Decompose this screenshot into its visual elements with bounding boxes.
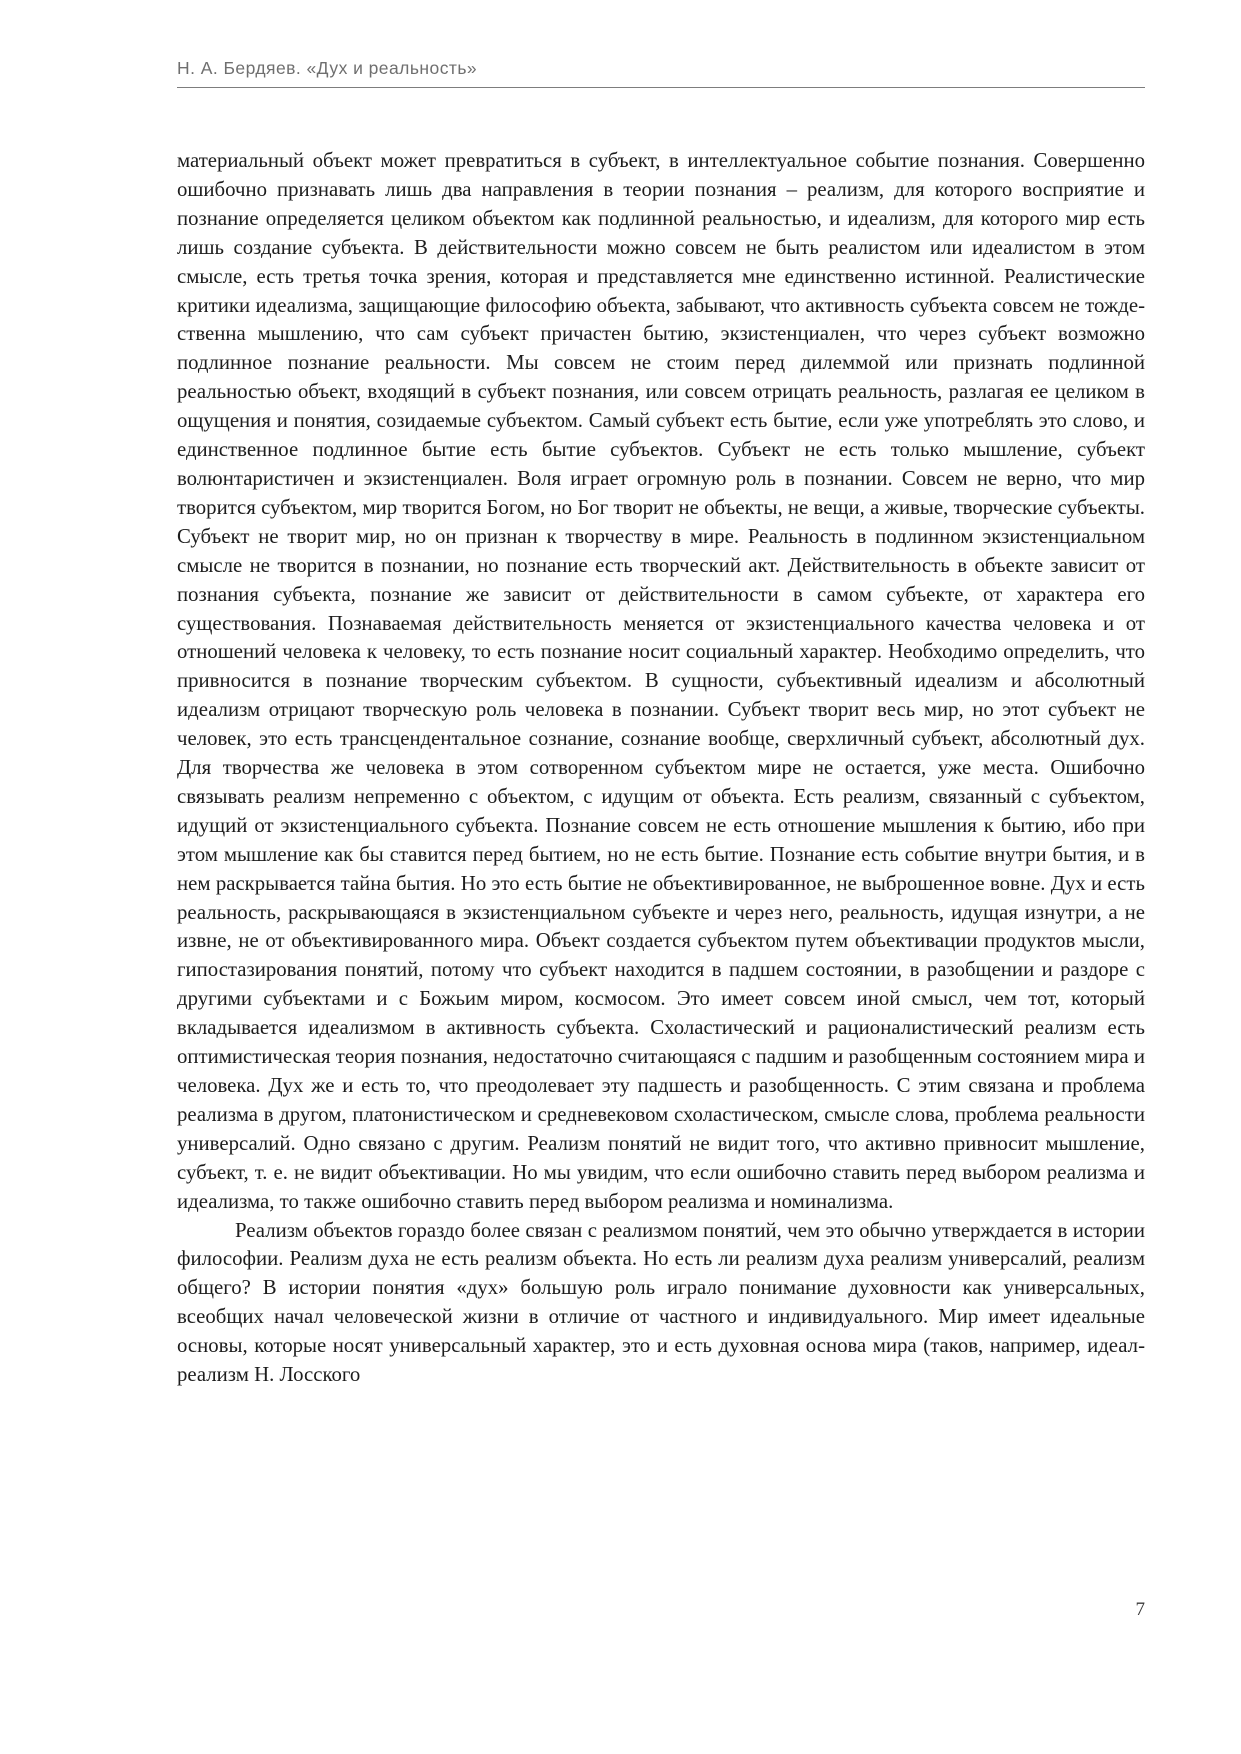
body-text bbox=[177, 147, 1145, 1390]
header-rule bbox=[177, 87, 1145, 88]
page-number: 7 bbox=[1135, 1599, 1145, 1620]
paragraph-2: Реализм объектов гораздо более связан с реализмом понятий, чем это обычно утверждается в истории философии. Реализм духа не есть реализм объекта. Но есть ли реализм духа реализм универсалий, реализм общего? В истории понятия «дух» большую роль играло понимание духовности как универсальных, всеобщих начал человеческой жизни в отличие от частного и индивидуального. Мир имеет идеальные основы, которые носят универсальный характер, это и есть духовная основа мира (таков, например, идеал-реализм Н. Лосского bbox=[177, 1218, 1145, 1387]
running-head-title: Н. А. Бердяев. «Дух и реальность» bbox=[177, 58, 478, 78]
paragraph-1: материальный объект может превратиться в субъект, в интеллектуальное событие познания. Совершенно ошибочно признавать лишь два направления в теории познания – реализм, для которого восприятие и познание определяется целиком объектом как подлинной реальностью, и идеализм, для которого мир есть лишь создание субъекта. В действительности можно совсем не быть реалистом или идеалистом в этом смысле, есть третья точка зрения, которая и представляется мне единственно истинной. Реалистические критики идеализма, защищающие философию объекта, забывают, что активность субъекта совсем не тождественна мышлению, что сам субъект причастен бытию, экзистенциален, что через субъект возможно подлинное познание реальности. Мы совсем не стоим перед дилеммой или признать подлинной реальностью объект, входящий в субъект познания, или совсем отрицать реальность, разлагая ее целиком в ощущения и понятия, созидаемые субъектом. Самый субъект есть бытие, если уже употреблять это слово, и единственное подлинное бытие есть бытие субъектов. Субъект не есть только мышление, субъект волюнтаристичен и экзистенциален. Воля играет огромную роль в познании. Совсем не верно, что мир творится субъектом, мир творится Богом, но Бог творит не объекты, не вещи, а живые, творческие субъекты. Субъект не творит мир, но он признан к творчеству в мире. Реальность в подлинном экзистенциальном смысле не творится в познании, но познание есть творческий акт. Действительность в объекте зависит от познания субъекта, познание же зависит от действительности в самом субъекте, от характера его существования. Познаваемая действительность меняется от экзистенциального качества человека и от отношений человека к человеку, то есть познание носит социальный характер. Необходимо определить, что привносится в познание творческим субъектом. В сущности, субъективный идеализм и абсолютный идеализм отрицают творческую роль человека в познании. Субъект творит весь мир, но этот субъект не человек, это есть трансцендентальное сознание, сознание вообще, сверхличный субъект, абсолютный дух. Для творчества же человека в этом сотворенном субъектом мире не остается, уже места. Ошибочно связывать реализм непременно с объектом, с идущим от объекта. Есть реализм, связанный с субъектом, идущий от экзистенциального субъекта. Познание совсем не есть отношение мышления к бытию, ибо при этом мышление как бы ставится перед бытием, но не есть бытие. Познание есть событие внутри бытия, и в нем раскрывается тайна бытия. Но это есть бытие не объективированное, не выброшенное вовне. Дух и есть реальность, раскрывающаяся в экзистенциальном субъекте и через него, реальность, идущая изнутри, а не извне, не от объективированного мира. Объект создается субъектом путем объективации продуктов мысли, гипостазирования понятий, потому что субъект находится в падшем состоянии, в разобщении и раздоре с другими субъектами и с Божьим миром, космосом. Это имеет совсем иной смысл, чем тот, который вкладывается идеализмом в активность субъекта. Схоластический и рационалистический реализм есть оптимистическая теория познания, недостаточно считающаяся с падшим и разобщенным состоянием мира и человека. Дух же и есть то, что преодолевает эту падшесть и разобщенность. С этим связана и проблема реализма в другом, платонистическом и средневековом схоластическом, смысле слова, проблема реальности универсалий. Одно связано с другим. Реализм понятий не видит того, что активно привносит мышление, субъект, т. е. не видит объективации. Но мы увидим, что если ошибочно ставить перед выбором реализма и идеализма, то также ошибочно ставить перед выбором реализма и номинализма. bbox=[177, 149, 1145, 1213]
